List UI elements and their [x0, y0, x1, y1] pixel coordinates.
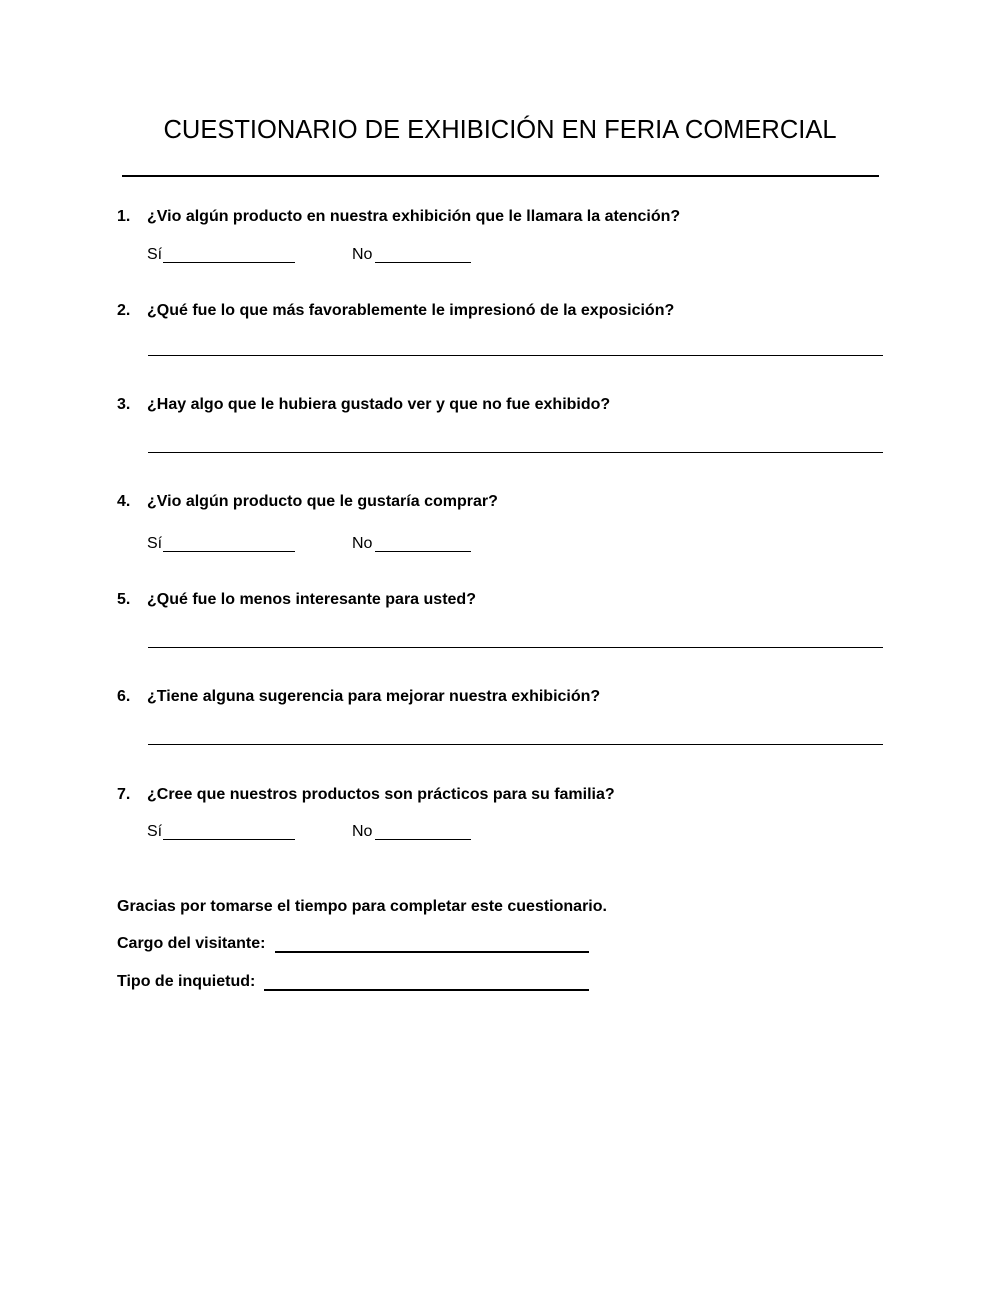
question-4-text: ¿Vio algún producto que le gustaría comprar?: [147, 493, 498, 510]
question-2-text: ¿Qué fue lo que más favorablemente le impresionó de la exposición?: [147, 302, 675, 319]
closing-thanks: Gracias por tomarse el tiempo para completar este cuestionario.: [117, 898, 607, 915]
title-divider: [122, 175, 879, 177]
page-title: CUESTIONARIO DE EXHIBICIÓN EN FERIA COMERCIAL: [163, 116, 837, 144]
question-1-number: 1.: [117, 208, 131, 225]
question-1-text: ¿Vio algún producto en nuestra exhibición que le llamara la atención?: [147, 208, 681, 225]
question-3-number: 3.: [117, 396, 131, 413]
question-4-yes-label: Sí: [147, 535, 163, 552]
question-7-no-label: No: [352, 823, 373, 840]
question-7-yes-blank[interactable]: [163, 839, 295, 840]
visitor-role-field[interactable]: [275, 951, 589, 953]
question-6-answer-line[interactable]: [148, 744, 883, 745]
question-4-number: 4.: [117, 493, 131, 510]
visitor-role-label: Cargo del visitante:: [117, 935, 266, 952]
question-5-answer-line[interactable]: [148, 647, 883, 648]
question-2-answer-line[interactable]: [148, 355, 883, 356]
question-4-no-label: No: [352, 535, 373, 552]
question-1-no-label: No: [352, 246, 373, 263]
question-3-answer-line[interactable]: [148, 452, 883, 453]
question-7-text: ¿Cree que nuestros productos son prácticos para su familia?: [147, 786, 615, 803]
question-3-text: ¿Hay algo que le hubiera gustado ver y que no fue exhibido?: [147, 396, 611, 413]
question-6-number: 6.: [117, 688, 131, 705]
question-2-number: 2.: [117, 302, 131, 319]
question-6-text: ¿Tiene alguna sugerencia para mejorar nuestra exhibición?: [147, 688, 601, 705]
question-1-yes-label: Sí: [147, 246, 163, 263]
question-5-number: 5.: [117, 591, 131, 608]
question-7-yes-label: Sí: [147, 823, 163, 840]
question-7-number: 7.: [117, 786, 131, 803]
question-1-no-blank[interactable]: [375, 262, 471, 263]
question-5-text: ¿Qué fue lo menos interesante para usted?: [147, 591, 476, 608]
question-4-yes-blank[interactable]: [163, 551, 295, 552]
question-7-no-blank[interactable]: [375, 839, 471, 840]
inquiry-type-field[interactable]: [264, 989, 589, 991]
question-1-yes-blank[interactable]: [163, 262, 295, 263]
question-4-no-blank[interactable]: [375, 551, 471, 552]
inquiry-type-label: Tipo de inquietud:: [117, 973, 256, 990]
